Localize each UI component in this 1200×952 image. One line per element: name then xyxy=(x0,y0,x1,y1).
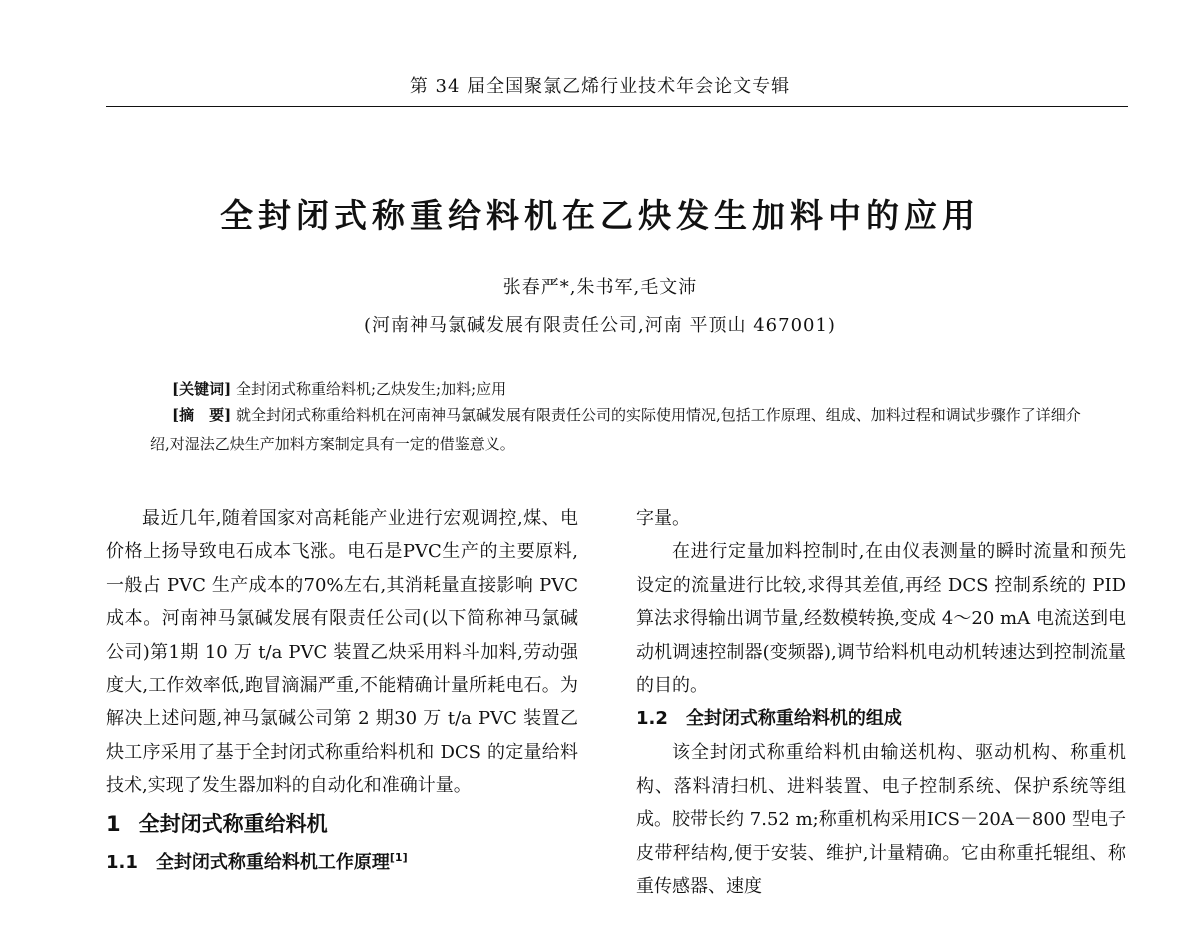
abstract xyxy=(150,401,1100,459)
section-1-2-title: 全封闭式称重给料机的组成 xyxy=(685,708,902,730)
affiliation: (河南神马氯碱发展有限责任公司,河南 平顶山 467001) xyxy=(364,315,836,336)
intro-paragraph: 最近几年,随着国家对高耗能产业进行宏观调控,煤、电价格上扬导致电石成本飞涨。电石是PVC生产的主要原料,一般占 PVC 生产成本的70%左右,其消耗量直接影响 PVC 成本。河南神马氯碱发展有限责任公司(以下简称神马氯碱公司)第1期 10 万 t/a PVC 装置乙炔采用料斗加料,劳动强度大,工作效率低,跑冒滴漏严重,不能精确计量所耗电石。为解决上述问题,神马氯碱公司第 2 期30 万 t/a PVC 装置乙炔工序采用了基于全封闭式称重给料机和 DCS 的定量给料技术,实现了发生器加料的自动化和准确计量。 xyxy=(106,508,578,797)
section-1-heading xyxy=(106,807,578,841)
control-paragraph: 在进行定量加料控制时,在由仪表测量的瞬时流量和预先设定的流量进行比较,求得其差值,再经 DCS 控制系统的 PID 算法求得输出调节量,经数模转换,变成 4～20 mA 电流送到电动机调速控制器(变频器),调节给料机电动机转速达到控制流量的目的。 xyxy=(636,541,1126,697)
abstract-text: 就全封闭式称重给料机在河南神马氯碱发展有限责任公司的实际使用情况,包括工作原理、组成、加料过程和调试步骤作了详细介绍,对湿法乙炔生产加料方案制定具有一定的借鉴意义。 xyxy=(150,406,1081,453)
running-header: 第 34 届全国聚氯乙烯行业技术年会论文专辑 xyxy=(409,76,791,97)
keywords xyxy=(172,375,1112,403)
continuation-text: 字量。 xyxy=(636,508,690,529)
reference-marker: [1] xyxy=(389,850,408,864)
authors: 张春严*,朱书军,毛文沛 xyxy=(502,277,698,298)
section-1-number: 1 xyxy=(106,811,121,836)
right-column xyxy=(636,502,1126,903)
keywords-text: 全封闭式称重给料机;乙炔发生;加料;应用 xyxy=(235,380,507,398)
section-1-title: 全封闭式称重给料机 xyxy=(138,811,328,836)
composition-paragraph: 该全封闭式称重给料机由输送机构、驱动机构、称重机构、落料清扫机、进料装置、电子控制系统、保护系统等组成。胶带长约 7.52 m;称重机构采用ICS－20A－800 型电子皮带秤结构,便于安装、维护,计量精确。它由称重托辊组、称重传感器、速度 xyxy=(636,742,1126,898)
left-column xyxy=(106,502,578,880)
abstract-label: [摘 要] xyxy=(172,406,232,424)
paper-title: 全封闭式称重给料机在乙炔发生加料中的应用 xyxy=(220,196,980,235)
section-1-1-number: 1.1 xyxy=(106,851,138,873)
section-1-2-heading xyxy=(636,702,1126,736)
header-rule xyxy=(106,106,1128,107)
section-1-1-heading xyxy=(106,841,578,880)
keywords-label: [关键词] xyxy=(172,380,232,398)
section-1-2-number: 1.2 xyxy=(636,708,668,730)
section-1-1-title: 全封闭式称重给料机工作原理 xyxy=(155,851,390,873)
